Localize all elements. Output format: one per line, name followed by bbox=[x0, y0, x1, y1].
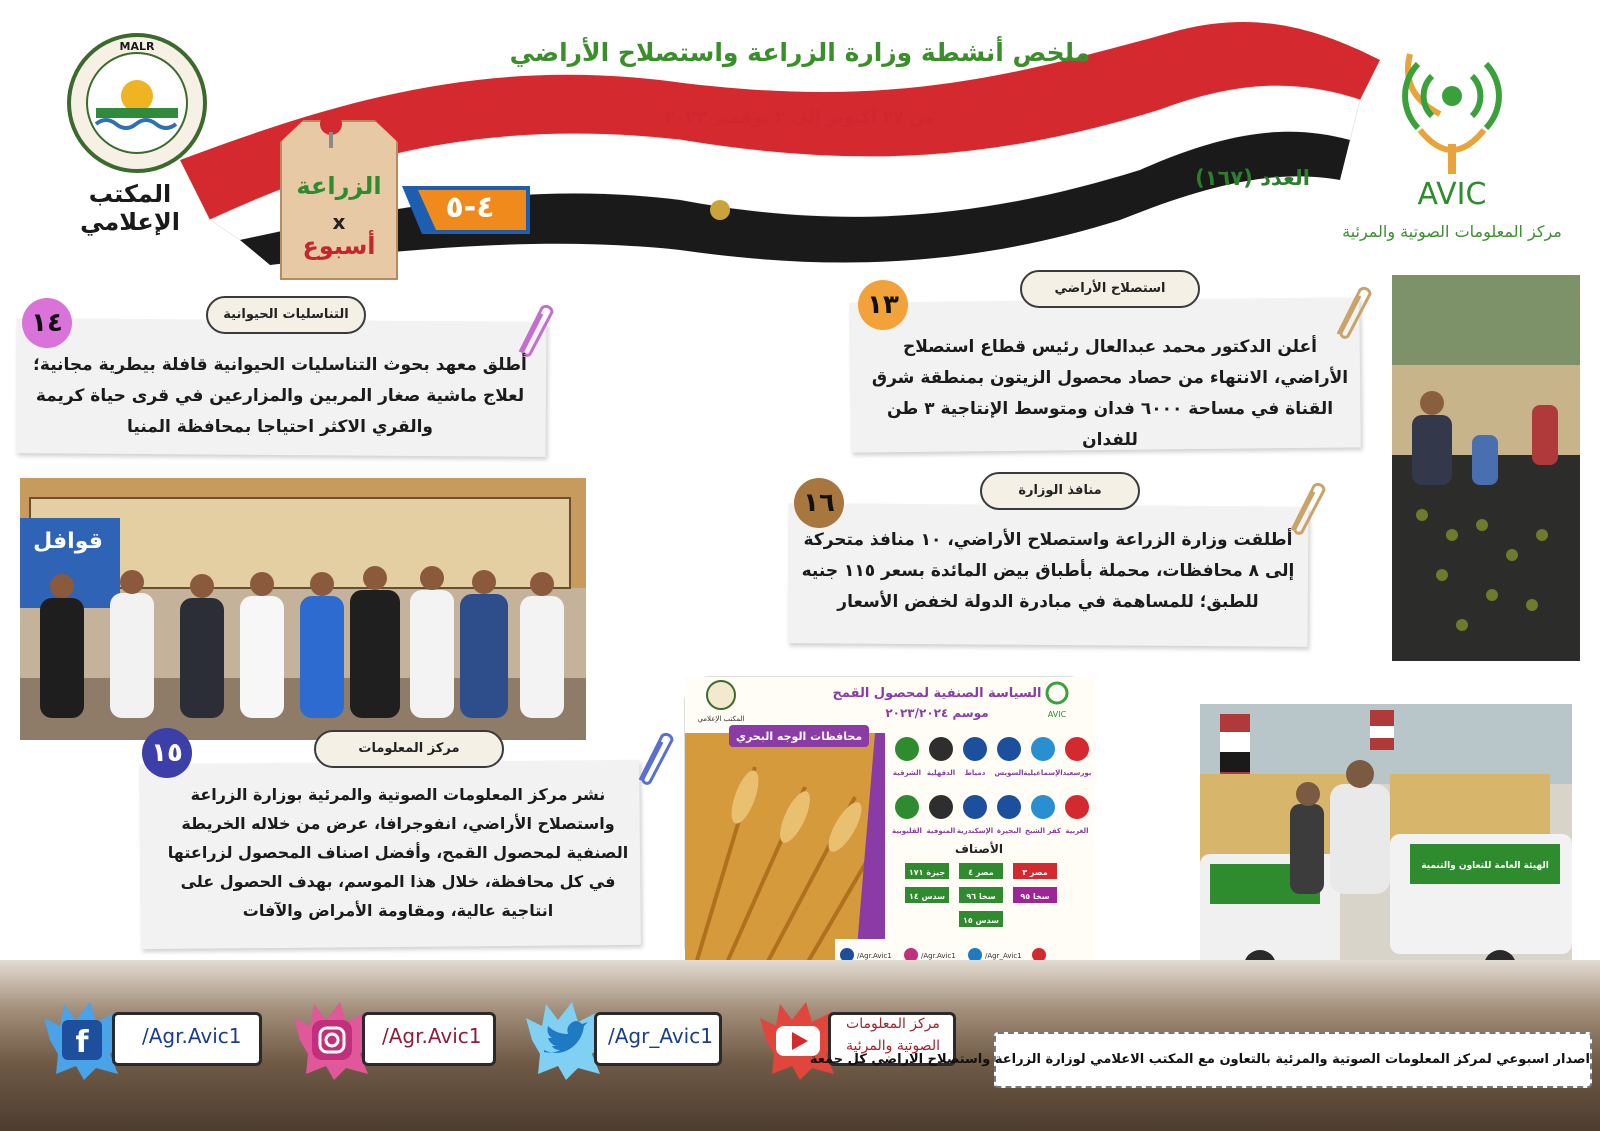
tag-week: أسبوع bbox=[302, 232, 376, 260]
caravan-sign-text: قوافل bbox=[33, 529, 103, 554]
social-mini-handle: /Agr.Avic1 bbox=[857, 952, 892, 960]
news-label-13: استصلاح الأراضي bbox=[1020, 270, 1200, 308]
pushpin-icon bbox=[316, 112, 346, 150]
instagram-link[interactable] bbox=[290, 1012, 496, 1066]
news-text-15: نشر مركز المعلومات الصوتية والمرئية بوزارة الزراعة واستصلاح الأراضي، انفوجرافا، عرض من خلاله الخريطة الصنفية لمحصول القمح، وأفضل اصناف المحصول لزراعتها في كل محافظة، خلال هذا الموسم، بهدف الحصول على انتاجية عالية، ومقاومة الأمراض والآفات bbox=[167, 785, 629, 920]
svg-text:f: f bbox=[75, 1025, 89, 1060]
avic-caption: مركز المعلومات الصوتية والمرئية bbox=[1342, 222, 1562, 241]
governorate-label: البحيرة bbox=[996, 827, 1022, 835]
avic-logo bbox=[1370, 34, 1530, 214]
variety-label: سخا ٩٦ bbox=[966, 892, 996, 901]
governorate-label: كفر الشيخ bbox=[1025, 827, 1061, 835]
media-office-label: المكتب الإعلامي bbox=[80, 180, 180, 236]
tag-x: x bbox=[332, 210, 346, 234]
news-text-16: أطلقت وزارة الزراعة واستصلاح الأراضي، ١٠ منافذ متحركة إلى ٨ محافظات، محملة بأطباق بيض المائدة بسعر ١١٥ جنيه للطبق؛ للمساهمة في مبادرة الدولة لخفض الأسعار bbox=[801, 530, 1295, 612]
governorate-label: الشرقية bbox=[892, 769, 922, 777]
governorate-label: دمياط bbox=[964, 769, 986, 777]
governorate-emblem-icon bbox=[997, 737, 1021, 761]
news-number-14: ١٤ bbox=[22, 298, 72, 348]
governorate-label: بورسعيد bbox=[1062, 769, 1092, 777]
varieties-title: الأصناف bbox=[955, 842, 1003, 856]
infographic-title: السياسة الصنفية لمحصول القمح bbox=[832, 686, 1042, 701]
governorate-label: الإسكندرية bbox=[956, 827, 994, 835]
social-mini-handle: /Agr_Avic1 bbox=[985, 952, 1022, 960]
malr-mini-logo bbox=[707, 681, 735, 709]
footer-note: اصدار اسبوعي لمركز المعلومات الصوتية والمرئية بالتعاون مع المكتب الاعلامي لوزارة الزراعة واستصلاح الاراضي كل جمعة bbox=[994, 1032, 1592, 1088]
governorate-emblem-icon bbox=[963, 795, 987, 819]
variety-label: جيزة ١٧١ bbox=[908, 868, 946, 877]
governorate-label: السويس bbox=[994, 769, 1024, 777]
avic-wordmark: AVIC bbox=[1417, 177, 1487, 212]
range-banner-text: ٤-٥ bbox=[445, 190, 495, 225]
governorate-emblem-icon bbox=[963, 737, 987, 761]
news-text-13: أعلن الدكتور محمد عبدالعال رئيس قطاع استصلاح الأراضي، الانتهاء من حصاد محصول الزيتون بمنطقة شرق القناة في مساحة ٦٠٠٠ فدان ومتوسط الإنتاجية ٣ طن للفدان bbox=[871, 337, 1349, 450]
news-number-15: ١٥ bbox=[142, 728, 192, 778]
infographic-season: موسم ٢٠٢٣/٢٠٢٤ bbox=[885, 706, 989, 720]
governorate-emblem-icon bbox=[895, 737, 919, 761]
infographic-office: المكتب الإعلامي bbox=[697, 715, 745, 723]
governorate-emblem-icon bbox=[997, 795, 1021, 819]
governorate-emblem-icon bbox=[1065, 795, 1089, 819]
governorate-label: الغربية bbox=[1065, 827, 1089, 835]
variety-label: سدس ١٥ bbox=[962, 916, 1000, 925]
governorate-label: الإسماعيلية bbox=[1023, 769, 1063, 777]
vet-caravan-photo bbox=[20, 478, 586, 740]
news-number-16: ١٦ bbox=[794, 478, 844, 528]
eagle-emblem-icon bbox=[710, 200, 730, 220]
governorate-label: القليوبية bbox=[892, 827, 922, 835]
twitter-link[interactable] bbox=[522, 1012, 722, 1066]
ministry-logo bbox=[66, 32, 208, 174]
issue-number: العدد (١٦٧) bbox=[1195, 166, 1310, 190]
instagram-handle: /Agr.Avic1 bbox=[382, 1024, 482, 1048]
malr-text: MALR bbox=[119, 40, 155, 53]
infographic-region: محافظات الوجه البحري bbox=[735, 730, 863, 743]
facebook-link[interactable] bbox=[40, 1012, 262, 1066]
social-mini-handle: /Agr.Avic1 bbox=[921, 952, 956, 960]
governorate-emblem-icon bbox=[895, 795, 919, 819]
variety-label: مصر ٣ bbox=[1022, 868, 1048, 877]
news-number-13: ١٣ bbox=[858, 280, 908, 330]
news-label-16: منافذ الوزارة bbox=[980, 472, 1140, 510]
twitter-handle: /Agr_Avic1 bbox=[608, 1024, 713, 1048]
youtube-label-1: مركز المعلومات bbox=[846, 1016, 940, 1032]
date-range: من ٢٧ أكتوبر إلى ٢ نوفمبر ٢٠٢٣ bbox=[664, 108, 936, 128]
variety-label: سدس ١٤ bbox=[908, 892, 946, 901]
wheat-infographic[interactable] bbox=[684, 676, 1094, 970]
page-title: ملخص أنشطة وزارة الزراعة واستصلاح الأراضي bbox=[509, 38, 1091, 67]
governorate-emblem-icon bbox=[1031, 737, 1055, 761]
paperclip-icon bbox=[632, 728, 672, 788]
news-text-14: أطلق معهد بحوث التناسليات الحيوانية قافلة بيطرية مجانية؛ لعلاج ماشية صغار المربين والمزارعين في قرى حياة كريمة والقري الاكثر احتياجا بمحافظة المنيا bbox=[33, 355, 527, 437]
governorate-emblem-icon bbox=[929, 737, 953, 761]
egg-truck-photo bbox=[1200, 704, 1572, 982]
truck-sign-text: الهيئة العامة للتعاون والتنمية bbox=[1421, 861, 1549, 871]
governorate-emblem-icon bbox=[929, 795, 953, 819]
variety-label: مصر ٤ bbox=[968, 868, 994, 877]
facebook-handle: /Agr.Avic1 bbox=[142, 1024, 242, 1048]
infographic-avic: AVIC bbox=[1047, 710, 1067, 719]
governorate-label: الدقهلية bbox=[926, 769, 956, 777]
news-label-15: مركز المعلومات bbox=[314, 730, 504, 768]
tag-agriculture: الزراعة bbox=[296, 172, 382, 200]
olive-harvest-photo bbox=[1392, 275, 1580, 661]
governorate-emblem-icon bbox=[1031, 795, 1055, 819]
governorate-label: المنوفية bbox=[926, 827, 956, 835]
variety-label: سخا ٩٥ bbox=[1020, 892, 1050, 901]
governorate-emblem-icon bbox=[1065, 737, 1089, 761]
news-label-14: التناسليات الحيوانية bbox=[206, 296, 366, 334]
